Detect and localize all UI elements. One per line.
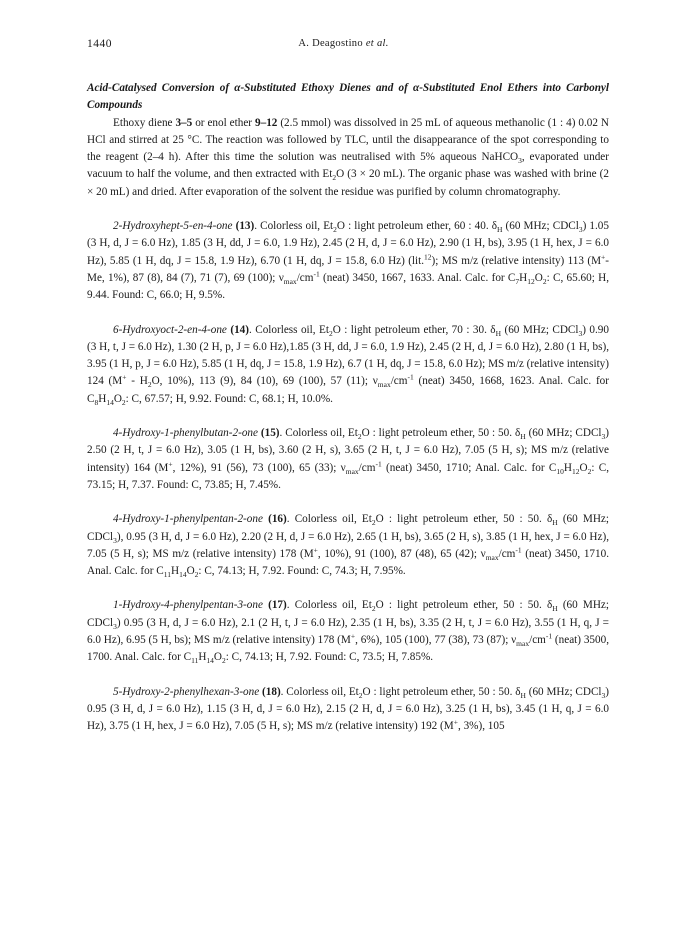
entry-text: ) 0.90 (3 H, t, J = 6.0 Hz), 1.30 (2 H, p, J = 6.0 Hz),1.85 (3 H, dd, J = 6.0, 1.9 Hz), 2.45 (2 H, d, J = 6.0 Hz), 2.80 (1 H, bs), 3.95 (1 H, p, J = 6.0 Hz), 5.85 (1 H, dq, J = 15.8, 1.9 Hz), 6.7 (1 H, dq, J = 15.8, 6.0 Hz); MS m/z (relative intensity) 124 (M [87,323,609,388]
compound-number: (16) [268,513,287,526]
entry-text: O [213,651,223,664]
superscript: -1 [313,269,320,279]
compound-number: (18) [262,685,281,698]
compound-ref: 3–5 [175,116,193,129]
entry-text: - H [126,375,148,388]
entry-text: O : light petroleum ether, 50 : 50. δ [375,599,553,612]
subscript: 2 [328,328,333,338]
procedure-text: (2.5 mmol) was dissolved in 25 mL of aqueous methanolic (1 : 4) 0.02 N HCl and stirred at 25 °C. The reaction was followed by TLC, until the disappearance of the spot corresponding to the reagent (2–4 h). After this time the solution was neutralised with 5% aqueous NaHCO [87,116,609,164]
subscript: 2 [121,397,126,407]
procedure-text: Ethoxy diene [113,116,176,129]
article-body [87,80,609,736]
compound-entry [87,597,609,666]
compound-name: 1-Hydroxy-4-phenylpentan-3-one [113,599,263,612]
subscript: 3 [578,328,583,338]
subscript: 2 [147,380,152,390]
entry-text: ); MS m/z (relative intensity) 113 (M [431,254,602,267]
superscript: + [350,631,356,641]
procedure-text: , evaporated under vacuum to half the volume, and then extracted with Et [87,151,609,181]
entry-text: O : light petroleum ether, 50 : 50. δ [375,513,553,526]
entry-text: . Colorless oil, Et [254,220,334,233]
entry-text: O : light petroleum ether, 60 : 40. δ [336,220,497,233]
subscript: 11 [191,656,199,666]
superscript: + [313,545,318,555]
subscript: 2 [194,570,199,580]
compound-entry [87,322,609,408]
entry-text: . Colorless oil, Et [286,599,372,612]
superscript: + [453,717,458,727]
entry-text: (neat) 3450, 1710; Anal. Calc. for C [381,461,557,474]
subscript: 2 [333,225,337,235]
entry-text: H [198,651,207,664]
page-header [87,38,600,54]
subscript: 3 [601,690,606,700]
subscript: 14 [106,397,114,407]
entry-text: : C, 74.13; H, 7.92. Found: C, 73.5; H, 7.85%. [225,651,434,664]
entry-text: ) 0.95 (3 H, d, J = 6.0 Hz), 2.1 (2 H, t, J = 6.0 Hz), 2.35 (1 H, bs), 3.35 (2 H, t, J = 6.0 Hz), 3.55 (1 H, q, J = 6.0 Hz), 6.95 (5 H, bs); MS m/z (relative intensity) 178 (M [87,616,609,647]
compound-ref: 9–12 [255,116,278,129]
entry-text: : C, 74.13; H, 7.92. Found: C, 74.3; H, 7.95%. [198,565,406,578]
superscript: -1 [375,458,382,468]
entry-text: , 10%), 91 (100), 87 (48), 65 (42); ν [317,547,486,560]
entry-text: /cm [529,634,546,647]
procedure-paragraph [87,115,609,201]
subscript: max [516,639,530,649]
entry-text: /cm [358,461,376,474]
superscript: 12 [424,251,432,261]
entry-text: . Colorless oil, Et [286,513,372,526]
entry-text: O : light petroleum ether, 70 : 30. δ [332,323,496,336]
subscript: 11 [163,570,171,580]
subscript: 12 [527,277,535,287]
compound-name: 6-Hydroxyoct-2-en-4-one [113,323,227,336]
superscript: -1 [545,631,553,641]
running-head [87,38,600,49]
entry-text: (60 MHz; CDCl [87,513,609,543]
subscript: H [552,518,558,528]
entry-text: (60 MHz; CDCl [502,220,579,233]
entry-text: (neat) 3450, 1710. Anal. Calc. for C [87,547,609,578]
entry-text: ), 0.95 (3 H, d, J = 6.0 Hz), 2.20 (2 H, d, J = 6.0 Hz), 2.65 (1 H, bs), 3.65 (2 H, s), 3.85 (1 H, hex, J = 6.0 Hz), 7.05 (5 H, s); MS m/z (relative intensity) 178 (M [87,530,609,560]
subscript: max [283,277,297,287]
entry-text: (neat) 3450, 1668, 1623. Anal. Calc. for C [87,375,609,405]
procedure-text: O (3 × 20 mL). The organic phase was washed with brine (2 × 20 mL) and dried. After evaporation of the solvent the residue was purified by column chromatography. [87,168,609,198]
entry-text: . Colorless oil, Et [248,323,329,336]
entry-text: ) 1.05 (3 H, d, J = 6.0 Hz), 1.85 (3 H, dd, J = 6.0, 1.9 Hz), 2.45 (2 H, d, J = 6.0 Hz), 2.90 (1 H, bs), 3.95 (1 H, hex, J = 6.0 Hz), 5.85 (1 H, dq, J = 15.8, 1.9 Hz), 6.70 (1 H, dq, J = 15.8, 6.0 Hz) (lit. [87,220,609,267]
subscript: 3 [113,535,117,545]
entry-text: : C, 65.60; H, 9.44. Found: C, 66.0; H, 9.5%. [87,271,609,302]
subscript: H [497,225,503,235]
entry-text: , 6%), 105 (100), 77 (38), 73 (87); ν [355,634,517,647]
entry-text: /cm [296,271,314,284]
subscript: 3 [518,156,522,166]
subscript: H [552,604,558,614]
entry-text: H [170,565,180,578]
entry-text: , 12%), 91 (56), 73 (100), 65 (33); ν [172,461,346,474]
subscript: 2 [332,173,337,183]
entry-text: O [186,565,195,578]
compound-entry [87,218,609,304]
superscript: + [122,372,127,382]
superscript: -1 [407,372,414,382]
subscript: 3 [578,225,583,235]
entry-text: (60 MHz; CDCl [525,685,602,698]
superscript: + [601,251,606,261]
subscript: 2 [358,690,363,700]
subscript: 2 [371,518,376,528]
subscript: 14 [206,656,214,666]
entry-text: O [534,271,543,284]
entry-text: , 3%), 105 [457,720,505,733]
entry-text: O, 10%), 113 (9), 84 (10), 69 (100), 57 (11); ν [151,375,378,388]
entry-text: ) 2.50 (2 H, t, J = 6.0 Hz), 3.05 (1 H, bs), 3.60 (2 H, s), 3.65 (2 H, t, J = 6.0 Hz), 7.05 (5 H, s); MS m/z (relative intensity) 164 (M [87,427,609,474]
subscript: H [495,328,502,338]
subscript: 2 [357,432,362,442]
compound-entry [87,684,609,736]
entry-text: H [563,461,572,474]
subscript: 8 [94,397,99,407]
entry-text: : C, 67.57; H, 9.92. Found: C, 68.1; H, 10.0%. [125,392,333,405]
compound-number: (17) [268,599,287,612]
compound-name: 4-Hydroxy-1-phenylbutan-2-one [113,427,258,440]
entry-text: . Colorless oil, Et [279,427,358,440]
subscript: max [485,553,499,563]
entry-text: (60 MHz; CDCl [525,427,602,440]
entry-text: (60 MHz; CDCl [501,323,579,336]
section-heading: Acid-Catalysed Conversion of α-Substituted Ethoxy Dienes and of α-Substituted Enol Ethers into Carbonyl Compounds [87,82,609,112]
subscript: 3 [601,432,606,442]
subscript: max [345,466,359,476]
subscript: 2 [587,466,592,476]
subscript: max [377,380,391,390]
subscript: 14 [179,570,187,580]
compound-number: (13) [235,220,255,233]
subscript: 2 [371,604,376,614]
compound-number: (14) [230,323,249,336]
subscript: 3 [113,621,117,631]
subscript: 2 [222,656,226,666]
author-suffix: et al. [365,38,389,49]
entry-text: O : light petroleum ether, 50 : 50. δ [362,685,521,698]
subscript: 12 [571,466,580,476]
entry-text: (neat) 3450, 1667, 1633. Anal. Calc. for C [319,271,516,284]
entry-text: H [519,271,528,284]
superscript: -1 [515,545,522,555]
subscript: H [520,432,526,442]
entry-text: H [98,392,107,405]
entry-text: . Colorless oil, Et [280,685,359,698]
compound-entry [87,511,609,580]
compound-name: 5-Hydroxy-2-phenylhexan-3-one [113,685,260,698]
subscript: 10 [556,466,564,476]
subscript: 7 [515,277,520,287]
entry-text: /cm [390,375,408,388]
subscript: 2 [542,277,547,287]
entry-text: O : light petroleum ether, 50 : 50. δ [361,427,521,440]
compound-name: 4-Hydroxy-1-phenylpentan-2-one [113,513,263,526]
entry-text: O [113,392,122,405]
author-name: A. Deagostino [298,38,363,49]
entry-text: (neat) 3500, 1700. Anal. Calc. for C [87,634,609,664]
compound-entry [87,425,609,494]
compound-number: (15) [260,427,280,440]
entry-text: O [579,461,588,474]
page-number: 1440 [87,38,112,50]
compound-name: 2-Hydroxyhept-5-en-4-one [113,220,233,233]
subscript: H [520,690,526,700]
superscript: + [168,458,173,468]
entry-text: : C, 73.15; H, 7.37. Found: C, 73.85; H, 7.45%. [87,461,609,491]
entry-text: /cm [498,547,516,560]
entry-text: (60 MHz; CDCl [87,599,609,629]
entry-text: ) 0.95 (3 H, d, J = 6.0 Hz), 1.15 (3 H, d, J = 6.0 Hz), 2.15 (2 H, d, J = 6.0 Hz), 3.25 (1 H, bs), 3.45 (1 H, q, J = 6.0 Hz), 3.75 (1 H, hex, J = 6.0 Hz), 7.05 (5 H, s); MS m/z (relative intensity) 192 (M [87,685,609,733]
procedure-text: or enol ether [192,116,255,129]
entry-text: - Me, 1%), 87 (8), 84 (7), 71 (7), 69 (100); ν [87,254,609,284]
